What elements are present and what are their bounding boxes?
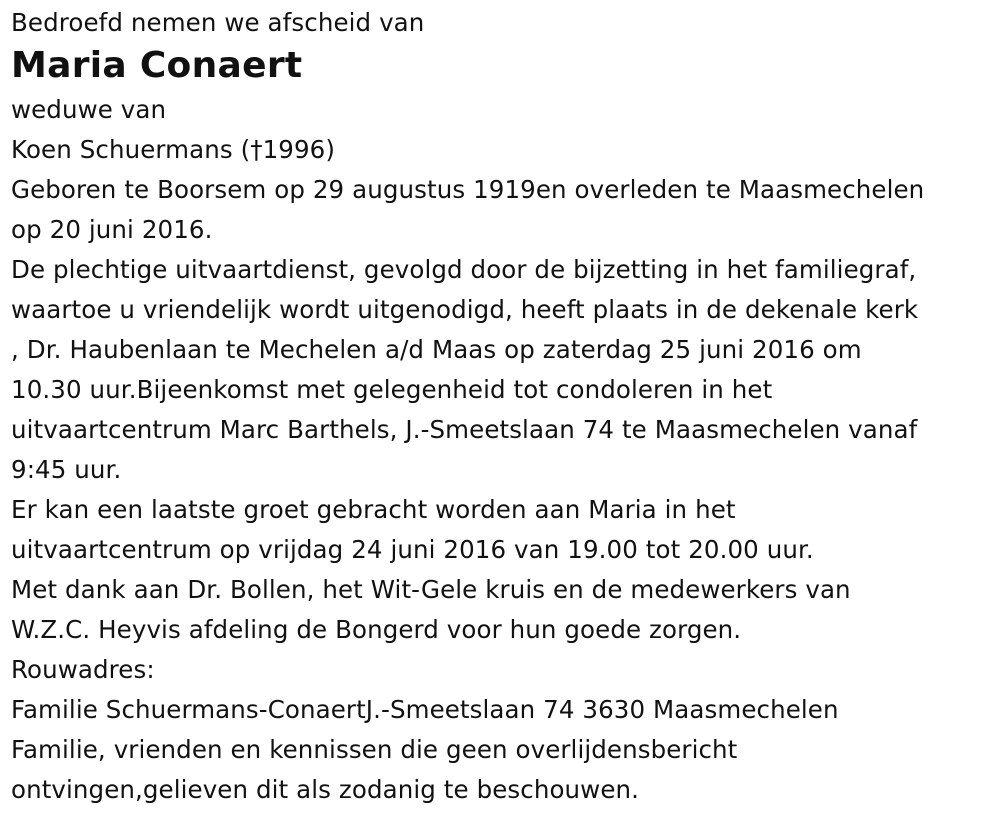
mourning-address: Familie Schuermans-ConaertJ.-Smeetslaan 74 3630 Maasmechelen: [11, 695, 839, 724]
service-line-1: De plechtige uitvaartdienst, gevolgd door de bijzetting in het familiegraf,: [11, 255, 917, 284]
service-line-6: 9:45 uur.: [11, 455, 122, 484]
mourning-address-label: Rouwadres:: [11, 655, 155, 684]
farewell-line-1: Er kan een laatste groet gebracht worden aan Maria in het: [11, 495, 736, 524]
service-line-5: uitvaartcentrum Marc Barthels, J.-Smeetslaan 74 te Maasmechelen vanaf: [11, 415, 918, 444]
spouse-label: weduwe van: [11, 95, 167, 124]
thanks-line-2: W.Z.C. Heyvis afdeling de Bongerd voor hun goede zorgen.: [11, 615, 742, 644]
farewell-line-2: uitvaartcentrum op vrijdag 24 juni 2016 van 19.00 tot 20.00 uur.: [11, 535, 814, 564]
closing-line-1: Familie, vrienden en kennissen die geen overlijdensbericht: [11, 735, 738, 764]
service-line-2: waartoe u vriendelijk wordt uitgenodigd, heeft plaats in de dekenale kerk: [11, 295, 919, 324]
thanks-line-1: Met dank aan Dr. Bollen, het Wit-Gele kruis en de medewerkers van: [11, 575, 851, 604]
service-line-3: , Dr. Haubenlaan te Mechelen a/d Maas op zaterdag 25 juni 2016 om: [11, 335, 862, 364]
spouse-name: Koen Schuermans (†1996): [11, 135, 335, 164]
closing-line-2: ontvingen,gelieven dit als zodanig te beschouwen.: [11, 775, 640, 804]
service-line-4: 10.30 uur.Bijeenkomst met gelegenheid tot condoleren in het: [11, 375, 773, 404]
obituary-notice: [11, 4, 996, 810]
intro-line: Bedroefd nemen we afscheid van: [11, 8, 425, 37]
deceased-name: Maria Conaert: [11, 45, 303, 86]
birth-death-line-1: Geboren te Boorsem op 29 augustus 1919en overleden te Maasmechelen: [11, 175, 925, 204]
birth-death-line-2: op 20 juni 2016.: [11, 215, 213, 244]
